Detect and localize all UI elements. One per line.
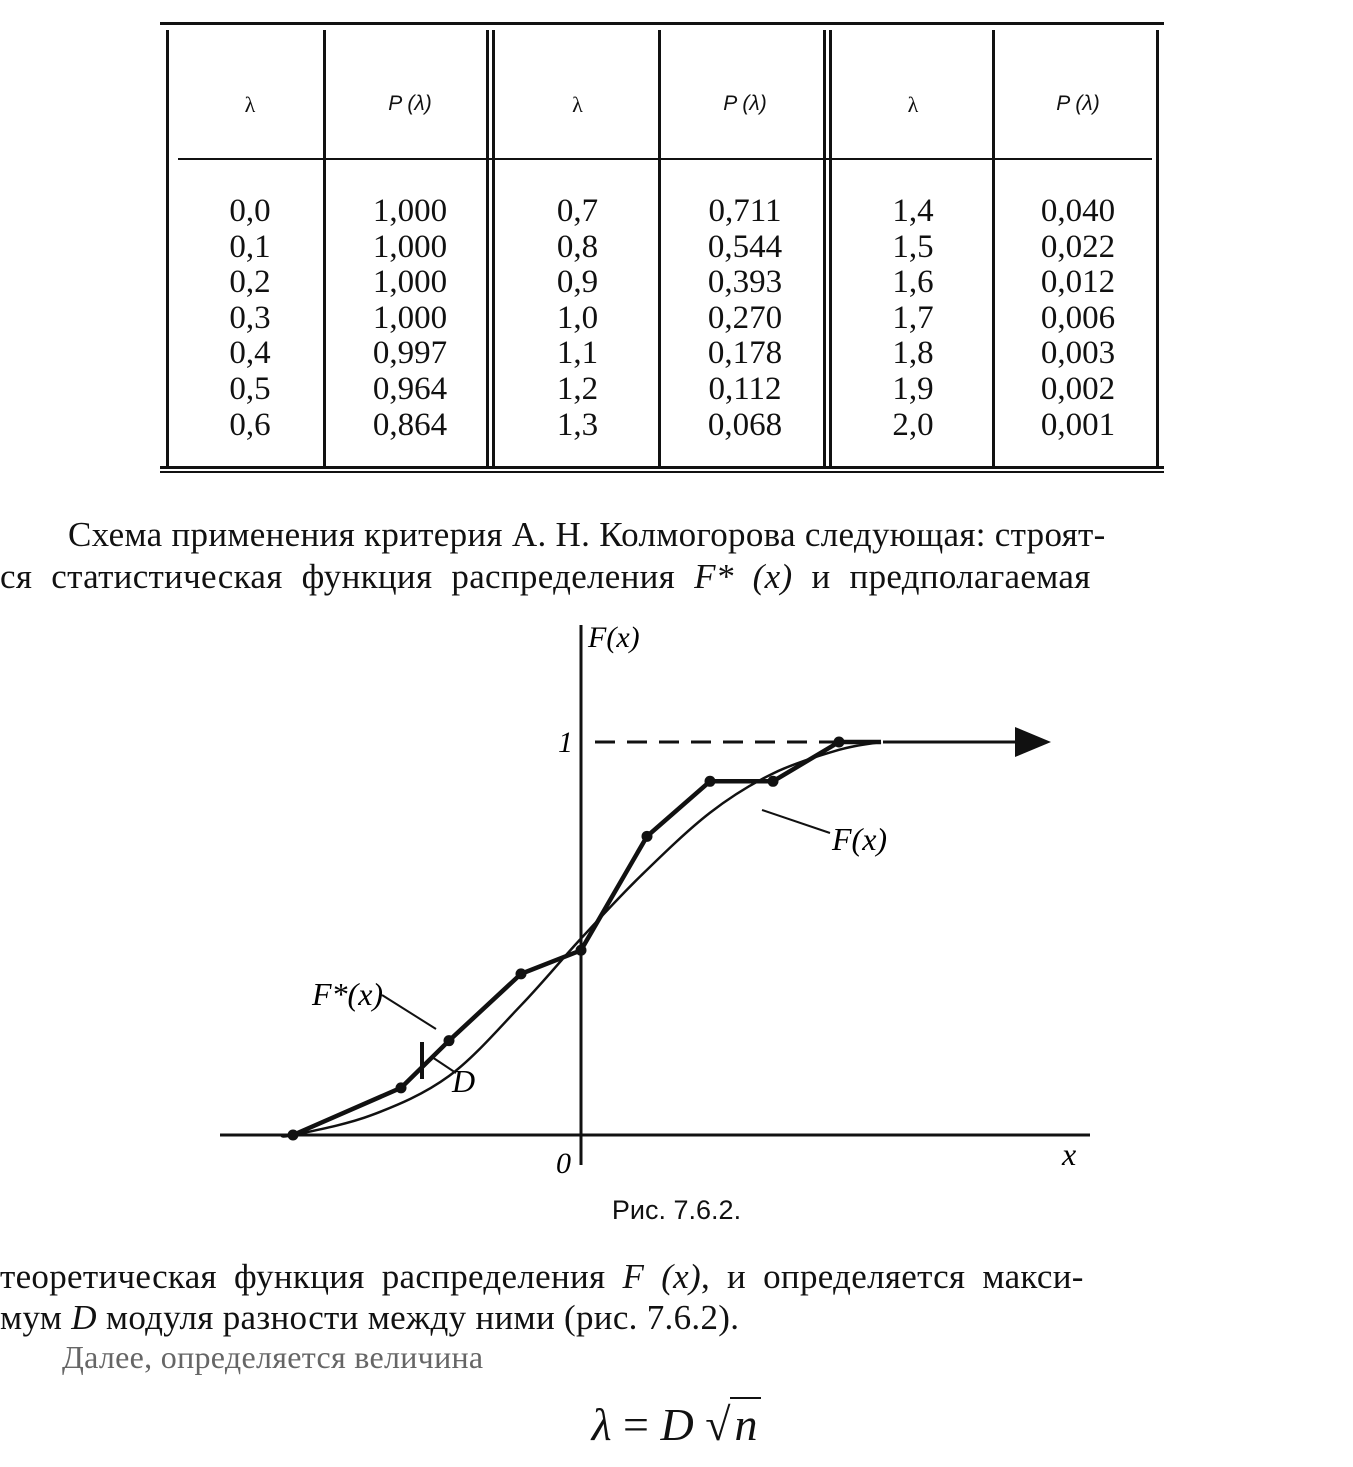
paragraph-text: теоретическая функция распределения (0, 1257, 623, 1296)
table-cell: 1,2 (556, 370, 599, 407)
table-bottom-rule (160, 466, 1164, 469)
table-cell: 0,2 (229, 264, 271, 301)
empirical-curve-label: F*(x) (312, 976, 384, 1012)
math-expression: F* (x) (694, 557, 793, 596)
table-cell: 0,002 (1040, 370, 1116, 407)
formula-sqrt-arg: n (730, 1397, 761, 1450)
paragraph-line (0, 1298, 739, 1338)
table-cell: 1,7 (892, 299, 934, 336)
paragraph-text: модуля разности между ними (рис. 7.6.2). (96, 1298, 740, 1337)
paragraph-line: Схема применения критерия А. Н. Колмогорова следующая: строят- (68, 515, 1106, 554)
sqrt-icon: √ (705, 1399, 731, 1450)
empirical-point (642, 831, 653, 842)
table-cell: 0,393 (707, 264, 783, 301)
empirical-point (705, 776, 716, 787)
math-expression: F (x) (622, 1257, 701, 1296)
table-cell: 0,112 (708, 370, 782, 407)
empirical-cdf-polyline (293, 742, 881, 1135)
y-axis-label: F(x) (588, 621, 640, 654)
paragraph-text: мум (0, 1298, 72, 1337)
table-column-p (665, 194, 825, 443)
empirical-point (516, 968, 527, 979)
table-cell: 1,6 (892, 264, 934, 301)
origin-label: 0 (556, 1147, 571, 1180)
empirical-point (396, 1082, 407, 1093)
table-cell: 0,012 (1040, 264, 1116, 301)
empirical-point (834, 737, 845, 748)
formula-equals: = (623, 1399, 649, 1450)
kolmogorov-table (160, 22, 1164, 472)
table-cell: 0,001 (1040, 406, 1116, 443)
paragraph-text: , и определяется макси- (700, 1257, 1084, 1296)
table-cell: 1,9 (892, 370, 934, 407)
table-cell: 0,4 (229, 335, 271, 372)
table-cell: 0,9 (556, 264, 599, 301)
empirical-leader-line (382, 995, 436, 1029)
table-cell: 0,1 (229, 228, 271, 265)
table-column-p (998, 194, 1158, 443)
table-cell: 0,711 (708, 193, 782, 229)
table-cell: 0,270 (707, 299, 783, 336)
table-cell: 0,068 (707, 406, 783, 443)
table-cell: 1,000 (372, 299, 448, 336)
formula-d: D (660, 1399, 694, 1450)
paragraph-text: ся статистическая функция распределения (0, 557, 695, 596)
figure-caption: Рис. 7.6.2. (611, 1195, 742, 1225)
table-cell: 1,3 (556, 406, 599, 443)
table-column-lambda (170, 194, 330, 443)
theoretical-curve-label: F(x) (832, 821, 888, 857)
table-cell: 0,006 (1040, 299, 1116, 336)
table-cell: 1,4 (892, 193, 934, 229)
table-cell: 0,3 (229, 299, 271, 336)
table-cell: 0,003 (1040, 335, 1116, 372)
y-tick-label-one: 1 (558, 726, 573, 759)
table-cell: 0,997 (372, 335, 448, 372)
theoretical-leader-line (762, 810, 830, 833)
table-column-p (330, 194, 490, 443)
table-cell: 0,040 (1040, 193, 1116, 229)
table-top-rule (160, 22, 1164, 25)
table-cell: 0,8 (556, 228, 599, 265)
table-cell: 0,6 (229, 406, 271, 443)
table-left-border (166, 30, 169, 466)
table-header-lambda: λ (907, 92, 919, 117)
empirical-point (444, 1035, 455, 1046)
formula-lambda (0, 1398, 1353, 1451)
x-axis-label: x (1062, 1136, 1077, 1172)
table-cell: 0,022 (1040, 228, 1116, 265)
paragraph-line (0, 557, 1091, 597)
table-cell: 0,0 (229, 193, 271, 229)
empirical-point (768, 776, 779, 787)
table-column-lambda (832, 194, 994, 443)
table-column-lambda (495, 194, 660, 443)
table-cell: 1,5 (892, 228, 934, 265)
empirical-point (288, 1130, 299, 1141)
table-header-lambda: λ (244, 92, 256, 117)
paragraph-line (0, 1257, 1084, 1297)
table-header-p-lambda: P (λ) (388, 92, 432, 115)
table-cell: 1,000 (372, 228, 448, 265)
table-cell: 1,000 (372, 264, 448, 301)
table-cell: 0,864 (372, 406, 448, 443)
paragraph-line: Далее, определяется величина (62, 1339, 484, 1375)
table-cell: 1,000 (372, 193, 448, 229)
table-cell: 0,7 (556, 193, 599, 229)
math-variable: D (71, 1298, 97, 1337)
paragraph-text: и предполагаемая (792, 557, 1091, 596)
table-cell: 0,178 (707, 335, 783, 372)
max-difference-label: D (452, 1063, 476, 1099)
table-cell: 0,544 (707, 228, 783, 265)
table-cell: 1,0 (556, 299, 599, 336)
table-cell: 0,964 (372, 370, 448, 407)
table-cell: 1,8 (892, 335, 934, 372)
table-cell: 0,5 (229, 370, 271, 407)
table-header-lambda: λ (572, 92, 583, 117)
empirical-point (576, 945, 587, 956)
table-header-p-lambda: P (λ) (723, 92, 767, 115)
table-bottom-rule-2 (160, 471, 1164, 473)
table-cell: 2,0 (892, 406, 934, 443)
cdf-comparison-figure (200, 605, 1120, 1205)
table-cell: 1,1 (556, 335, 599, 372)
table-header-p-lambda: P (λ) (1056, 92, 1100, 115)
formula-lambda-symbol: λ (591, 1399, 612, 1450)
